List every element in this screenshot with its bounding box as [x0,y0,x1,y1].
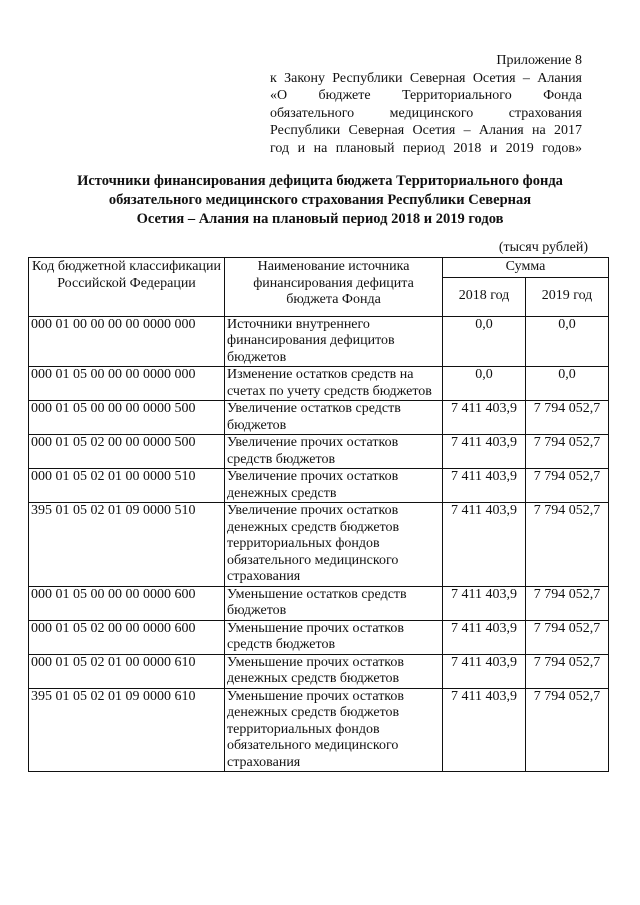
row-value-2018: 7 411 403,9 [443,620,526,654]
row-name: Увеличение остатков средств бюджетов [225,401,443,435]
header-name: Наименование источника финансирования дефицита бюджета Фонда [225,258,443,317]
title-line-1: Источники финансирования дефицита бюджета Территориального фонда [77,173,563,189]
row-name: Уменьшение прочих остатков средств бюджетов [225,620,443,654]
table-row [29,620,609,654]
row-value-2019: 7 794 052,7 [526,401,609,435]
appendix-line-5: Республики Северная Осетия – Алания на 2017 [270,123,582,138]
appendix-note [270,52,582,157]
row-value-2018: 0,0 [443,367,526,401]
document-title [40,172,600,229]
row-value-2019: 7 794 052,7 [526,688,609,772]
row-value-2018: 7 411 403,9 [443,435,526,469]
unit-label: (тысяч рублей) [498,240,588,255]
row-code: 000 01 05 02 01 00 0000 610 [29,654,225,688]
appendix-line-4: обязательного медицинского страхования [270,105,582,121]
appendix-number: Приложение 8 [496,53,582,68]
table-row [29,469,609,503]
row-value-2018: 7 411 403,9 [443,469,526,503]
header-year-2018: 2018 год [443,277,526,316]
row-value-2019: 0,0 [526,316,609,367]
row-value-2018: 7 411 403,9 [443,688,526,772]
table-row [29,688,609,772]
header-year-2019: 2019 год [526,277,609,316]
row-name: Изменение остатков средств на счетах по учету средств бюджетов [225,367,443,401]
row-value-2019: 7 794 052,7 [526,620,609,654]
row-value-2018: 7 411 403,9 [443,503,526,587]
table-row [29,367,609,401]
row-name: Источники внутреннего финансирования дефицитов бюджетов [225,316,443,367]
row-code: 000 01 05 00 00 00 0000 500 [29,401,225,435]
budget-sources-table [28,257,609,772]
row-value-2019: 7 794 052,7 [526,503,609,587]
row-code: 000 01 00 00 00 00 0000 000 [29,316,225,367]
row-name: Увеличение прочих остатков денежных средств [225,469,443,503]
row-code: 000 01 05 00 00 00 0000 600 [29,586,225,620]
title-line-2: обязательного медицинского страхования Республики Северная [108,192,532,208]
appendix-line-3: «О бюджете Территориального Фонда [270,88,582,103]
row-value-2019: 7 794 052,7 [526,654,609,688]
appendix-line-6: год и на плановый период 2018 и 2019 годов» [270,140,582,156]
table-row [29,435,609,469]
table-row [29,316,609,367]
header-sum: Сумма [443,258,609,278]
title-line-3: Осетия – Алания на плановый период 2018 и 2019 годов [136,211,504,227]
row-code: 395 01 05 02 01 09 0000 510 [29,503,225,587]
row-value-2018: 7 411 403,9 [443,654,526,688]
row-value-2019: 7 794 052,7 [526,586,609,620]
appendix-line-2: к Закону Республики Северная Осетия – Алания [270,70,582,86]
row-code: 000 01 05 02 00 00 0000 500 [29,435,225,469]
row-value-2019: 7 794 052,7 [526,435,609,469]
row-value-2019: 7 794 052,7 [526,469,609,503]
table-row [29,586,609,620]
row-value-2019: 0,0 [526,367,609,401]
table-row [29,654,609,688]
row-name: Уменьшение прочих остатков денежных средств бюджетов территориальных фондов обязательного медицинского страхования [225,688,443,772]
row-name: Уменьшение прочих остатков денежных средств бюджетов [225,654,443,688]
row-name: Уменьшение остатков средств бюджетов [225,586,443,620]
table-row [29,401,609,435]
row-value-2018: 7 411 403,9 [443,586,526,620]
table-row [29,503,609,587]
row-code: 000 01 05 00 00 00 0000 000 [29,367,225,401]
row-code: 000 01 05 02 00 00 0000 600 [29,620,225,654]
row-code: 395 01 05 02 01 09 0000 610 [29,688,225,772]
row-name: Увеличение прочих остатков денежных средств бюджетов территориальных фондов обязательного медицинского страхования [225,503,443,587]
row-code: 000 01 05 02 01 00 0000 510 [29,469,225,503]
row-name: Увеличение прочих остатков средств бюджетов [225,435,443,469]
row-value-2018: 0,0 [443,316,526,367]
row-value-2018: 7 411 403,9 [443,401,526,435]
header-code: Код бюджетной классификации Российской Федерации [29,258,225,317]
